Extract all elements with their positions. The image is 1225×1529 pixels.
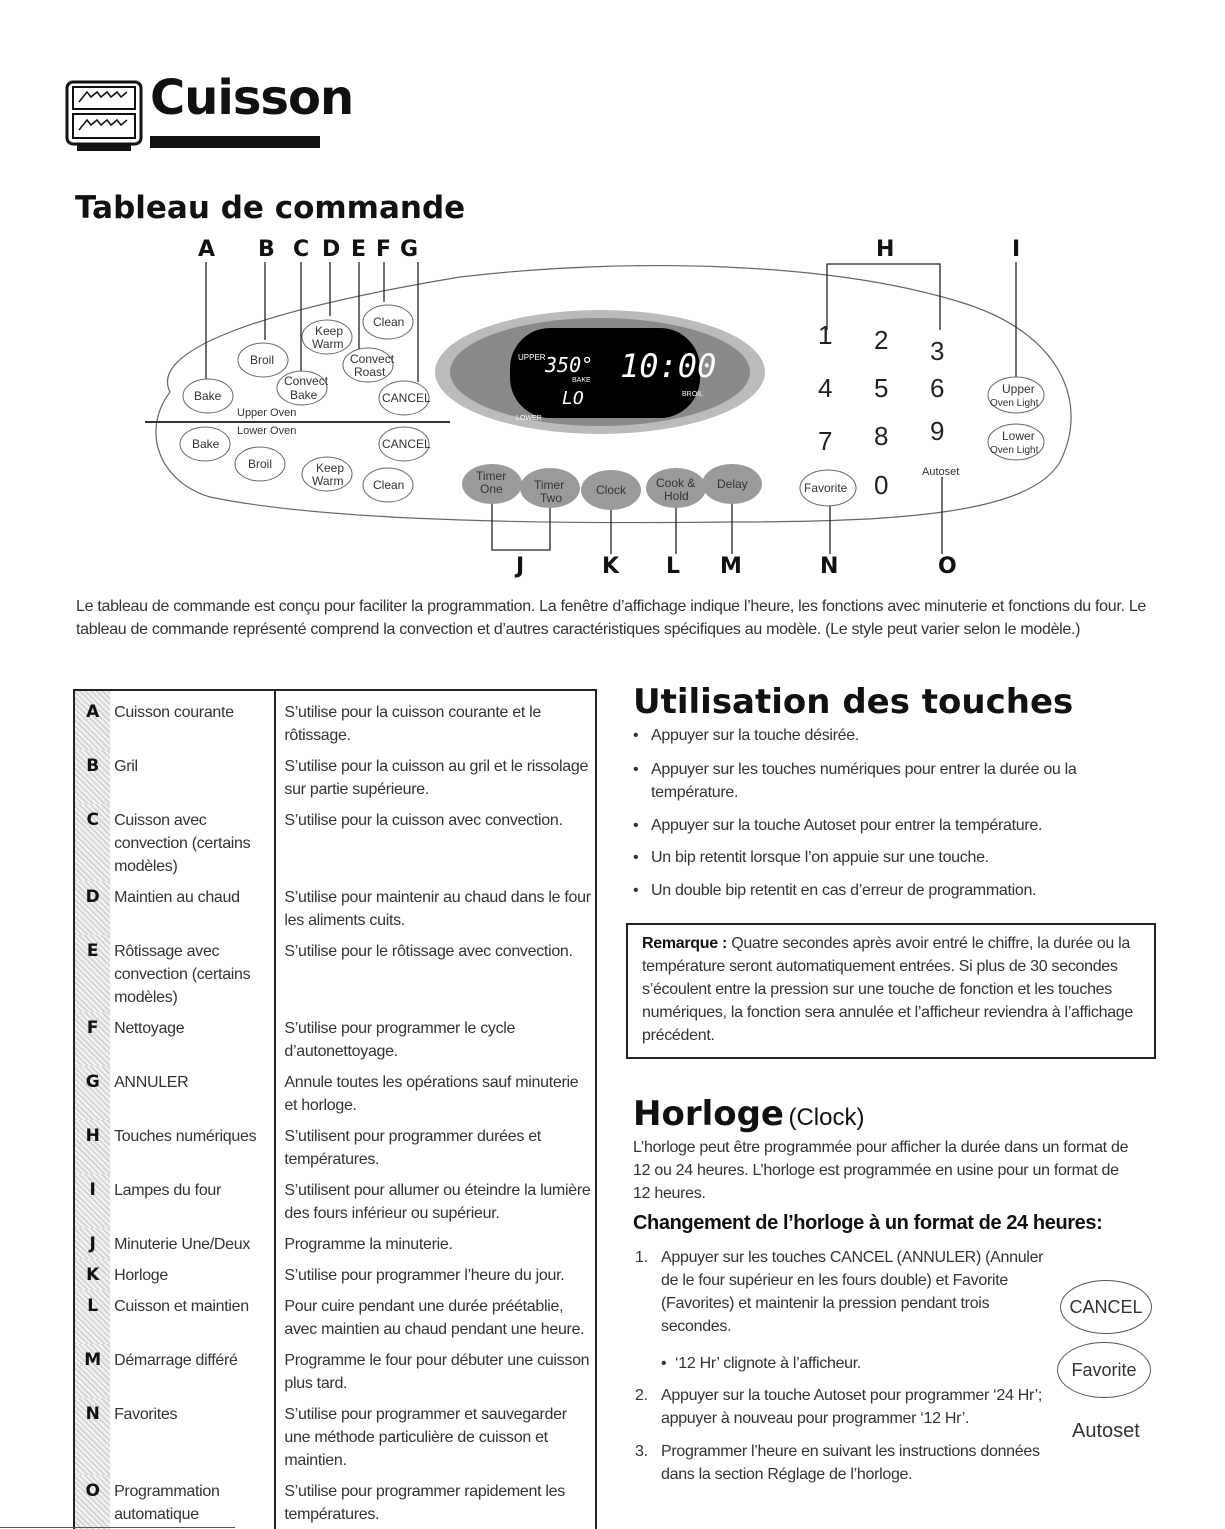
clean-upper-button: Clean <box>373 315 405 329</box>
display-bake: BAKE <box>572 377 591 384</box>
table-row <box>74 1012 596 1066</box>
key-5: 5 <box>874 373 889 403</box>
table-row <box>74 1398 596 1475</box>
row-description: S’utilise pour maintenir au chaud dans le four les aliments cuits. <box>284 889 591 929</box>
utilisation-heading: Utilisation des touches <box>633 682 1074 722</box>
row-letter: C <box>74 804 110 881</box>
convect-roast-line1: Convect <box>350 352 395 366</box>
key-8: 8 <box>874 421 889 451</box>
table-row <box>74 1120 596 1174</box>
cancel-lower-button: CANCEL <box>382 437 431 451</box>
step-2: 2. Appuyer sur la touche Autoset pour programmer ‘24 Hr’; appuyer à nouveau pour programmer ‘12 Hr’. <box>635 1387 1043 1427</box>
table-row <box>74 935 596 1012</box>
timer-one-line2: One <box>480 482 503 496</box>
row-letter: H <box>74 1120 110 1174</box>
keep-warm-upper-line2: Warm <box>312 337 344 351</box>
letter-k: K <box>602 554 620 579</box>
keep-warm-lower-line2: Warm <box>312 474 344 488</box>
table-row <box>74 1066 596 1120</box>
row-letter: A <box>74 690 110 750</box>
row-description: Pour cuire pendant une durée préétablie, avec maintien au chaud pendant une heure. <box>284 1298 585 1338</box>
key-7: 7 <box>818 426 833 456</box>
display-lo: LO <box>562 388 584 409</box>
row-description: S’utilisent pour allumer ou éteindre la lumière des fours inférieur ou supérieur. <box>284 1182 591 1222</box>
row-name: Maintien au chaud <box>110 881 275 935</box>
row-letter: N <box>74 1398 110 1475</box>
table-row <box>74 1290 596 1344</box>
row-name: ANNULER <box>110 1066 275 1120</box>
row-description: S’utilise pour la cuisson avec convection. <box>284 812 563 829</box>
key-4: 4 <box>818 373 833 403</box>
row-description: S’utilise pour programmer et sauvegarder une méthode particulière de cuisson et maintien. <box>284 1406 567 1469</box>
row-letter: L <box>74 1290 110 1344</box>
key-6: 6 <box>930 373 945 403</box>
display-time: 10:00 <box>620 347 717 385</box>
cancel-button-illustration: CANCEL <box>1060 1280 1152 1334</box>
table-row <box>74 1259 596 1290</box>
table-row <box>74 804 596 881</box>
display-lower: LOWER <box>516 415 542 422</box>
favorite-button-illustration: Favorite <box>1057 1342 1151 1398</box>
keep-warm-upper-line1: Keep <box>315 324 344 338</box>
letter-e: E <box>351 237 367 262</box>
table-row <box>74 1228 596 1259</box>
letter-j: J <box>516 554 525 579</box>
horloge-subheading: Changement de l’horloge à un format de 24 heures: <box>633 1212 1103 1234</box>
note-label: Remarque : <box>642 935 728 952</box>
row-letter: J <box>74 1228 110 1259</box>
cook-hold-line1: Cook & <box>656 476 696 490</box>
row-description: S’utilise pour la cuisson courante et le rôtissage. <box>284 704 541 744</box>
letter-n: N <box>820 554 839 579</box>
favorite-button: Favorite <box>804 481 848 495</box>
reference-table <box>73 689 597 1529</box>
timer-one-line1: Timer <box>476 469 507 483</box>
table-row <box>74 1174 596 1228</box>
row-name: Démarrage différé <box>110 1344 275 1398</box>
oven-icon <box>63 78 145 163</box>
cancel-upper-button: CANCEL <box>382 391 431 405</box>
row-letter: M <box>74 1344 110 1398</box>
cook-hold-line2: Hold <box>664 489 689 503</box>
upper-oven-light-line1: Upper <box>1002 382 1035 396</box>
step-3: 3. Programmer l’heure en suivant les instructions données dans la section Réglage de l’horloge. <box>635 1443 1040 1483</box>
note-text: Quatre secondes après avoir entré le chiffre, la durée ou la température seront automatiquement entrées. Si plus de 30 secondes s’écoulent entre la pression sur une touche de fonction et les touches numériques, la fonction sera annulée et l’afficheur reviendra à l’affichage précédent. <box>642 935 1134 1044</box>
table-row <box>74 881 596 935</box>
convect-bake-line2: Bake <box>290 388 318 402</box>
row-name: Lampes du four <box>110 1174 275 1228</box>
key-3: 3 <box>930 336 945 366</box>
row-letter: F <box>74 1012 110 1066</box>
clean-lower-button: Clean <box>373 478 405 492</box>
bullet-item: • Un double bip retentit en cas d’erreur de programmation. <box>633 882 1037 899</box>
bullet-item: • Un bip retentit lorsque l’on appuie sur une touche. <box>633 849 989 866</box>
row-description: S’utilise pour la cuisson au gril et le rissolage sur partie supérieure. <box>284 758 589 798</box>
letter-i: I <box>1012 237 1021 262</box>
horloge-intro: L’horloge peut être programmée pour afficher la durée dans un format de 12 ou 24 heures. L’horloge est programmée en usine pour un format de 12 heures. <box>633 1139 1129 1202</box>
key-1: 1 <box>818 320 833 350</box>
timer-two-line2: Two <box>540 491 563 505</box>
bullet-item: • Appuyer sur les touches numériques pour entrer la durée ou la température. <box>633 761 1077 801</box>
title-underline <box>150 136 320 148</box>
timer-two-line1: Timer <box>534 478 565 492</box>
broil-lower-button: Broil <box>248 457 273 471</box>
table-row <box>74 1344 596 1398</box>
clock-button: Clock <box>596 483 627 497</box>
lower-oven-light-line2: Oven Light <box>990 445 1039 456</box>
letter-d: D <box>322 237 341 262</box>
bullet-item: • Appuyer sur la touche Autoset pour entrer la température. <box>633 817 1043 834</box>
bake-lower-button: Bake <box>192 437 220 451</box>
convect-bake-line1: Convect <box>284 374 329 388</box>
letter-g: G <box>400 237 419 262</box>
bullet-item: • Appuyer sur la touche désirée. <box>633 727 860 744</box>
row-name: Cuisson et maintien <box>110 1290 275 1344</box>
row-name: Cuisson courante <box>110 690 275 750</box>
delay-button: Delay <box>717 477 748 491</box>
row-letter: O <box>74 1475 110 1529</box>
row-description: S’utilise pour programmer l’heure du jour. <box>284 1267 565 1284</box>
letter-f: F <box>376 237 392 262</box>
letter-l: L <box>666 554 681 579</box>
row-description: S’utilise pour programmer le cycle d’autonettoyage. <box>284 1020 516 1060</box>
row-letter: E <box>74 935 110 1012</box>
row-letter: D <box>74 881 110 935</box>
step-1: 1. Appuyer sur les touches CANCEL (ANNULER) (Annuler de le four supérieur en les fours double) et Favorite (Favorites) et maintenir la pression pendant trois secondes. <box>635 1249 1044 1335</box>
row-description: Programme la minuterie. <box>284 1236 453 1253</box>
row-description: S’utilise pour programmer rapidement les températures. <box>284 1483 565 1523</box>
row-description: Programme le four pour débuter une cuisson plus tard. <box>284 1352 590 1392</box>
row-name: Favorites <box>110 1398 275 1475</box>
key-9: 9 <box>930 416 945 446</box>
bake-upper-button: Bake <box>194 389 222 403</box>
panel-heading: Tableau de commande <box>75 190 466 226</box>
row-name: Gril <box>110 750 275 804</box>
row-description: Annule toutes les opérations sauf minuterie et horloge. <box>284 1074 579 1114</box>
row-letter: K <box>74 1259 110 1290</box>
display-upper: UPPER <box>518 353 546 362</box>
key-0: 0 <box>874 470 889 500</box>
row-name: Cuisson avec convection (certains modèles) <box>110 804 275 881</box>
key-2: 2 <box>874 325 889 355</box>
lower-oven-light-line1: Lower <box>1002 429 1035 443</box>
footer-rule <box>0 1527 235 1528</box>
display-broil: BROIL <box>682 391 704 398</box>
row-name: Horloge <box>110 1259 275 1290</box>
letter-h: H <box>876 237 895 262</box>
row-name: Minuterie Une/Deux <box>110 1228 275 1259</box>
intro-paragraph: Le tableau de commande est conçu pour faciliter la programmation. La fenêtre d’affichage indique l’heure, les fonctions avec minuterie et fonctions du four. Le tableau de commande représenté comprend la convection et d’autres caractéristiques spécifiques au modèle. (Le style peut varier selon le modèle.) <box>76 598 1147 638</box>
convect-roast-line2: Roast <box>354 365 386 379</box>
row-letter: I <box>74 1174 110 1228</box>
keep-warm-lower-line1: Keep <box>316 461 345 475</box>
table-row <box>74 1475 596 1529</box>
lower-oven-label: Lower Oven <box>237 425 297 437</box>
row-description: S’utilise pour le rôtissage avec convection. <box>284 943 573 960</box>
row-name: Rôtissage avec convection (certains modèles) <box>110 935 275 1012</box>
letter-o: O <box>938 554 957 579</box>
row-letter: B <box>74 750 110 804</box>
upper-oven-label: Upper Oven <box>237 407 297 419</box>
autoset-illustration: Autoset <box>1072 1420 1140 1442</box>
letter-a: A <box>198 237 216 262</box>
upper-oven-light-line2: Oven Light <box>990 398 1039 409</box>
letter-m: M <box>720 554 742 579</box>
letter-b: B <box>258 237 275 262</box>
control-panel-diagram <box>130 232 1090 587</box>
horloge-heading: Horloge (Clock) <box>633 1094 865 1134</box>
letter-c: C <box>293 237 310 262</box>
page-title: Cuisson <box>150 70 354 126</box>
table-row <box>74 750 596 804</box>
row-name: Programmation automatique <box>110 1475 275 1529</box>
row-letter: G <box>74 1066 110 1120</box>
broil-upper-button: Broil <box>250 353 275 367</box>
row-name: Nettoyage <box>110 1012 275 1066</box>
note-box <box>626 923 1156 1059</box>
autoset-label: Autoset <box>922 466 960 478</box>
row-description: S’utilisent pour programmer durées et températures. <box>284 1128 541 1168</box>
step-1-bullet: • ‘12 Hr’ clignote à l’afficheur. <box>661 1355 862 1372</box>
table-row <box>74 690 596 750</box>
row-name: Touches numériques <box>110 1120 275 1174</box>
display-temp: 350° <box>545 353 594 377</box>
